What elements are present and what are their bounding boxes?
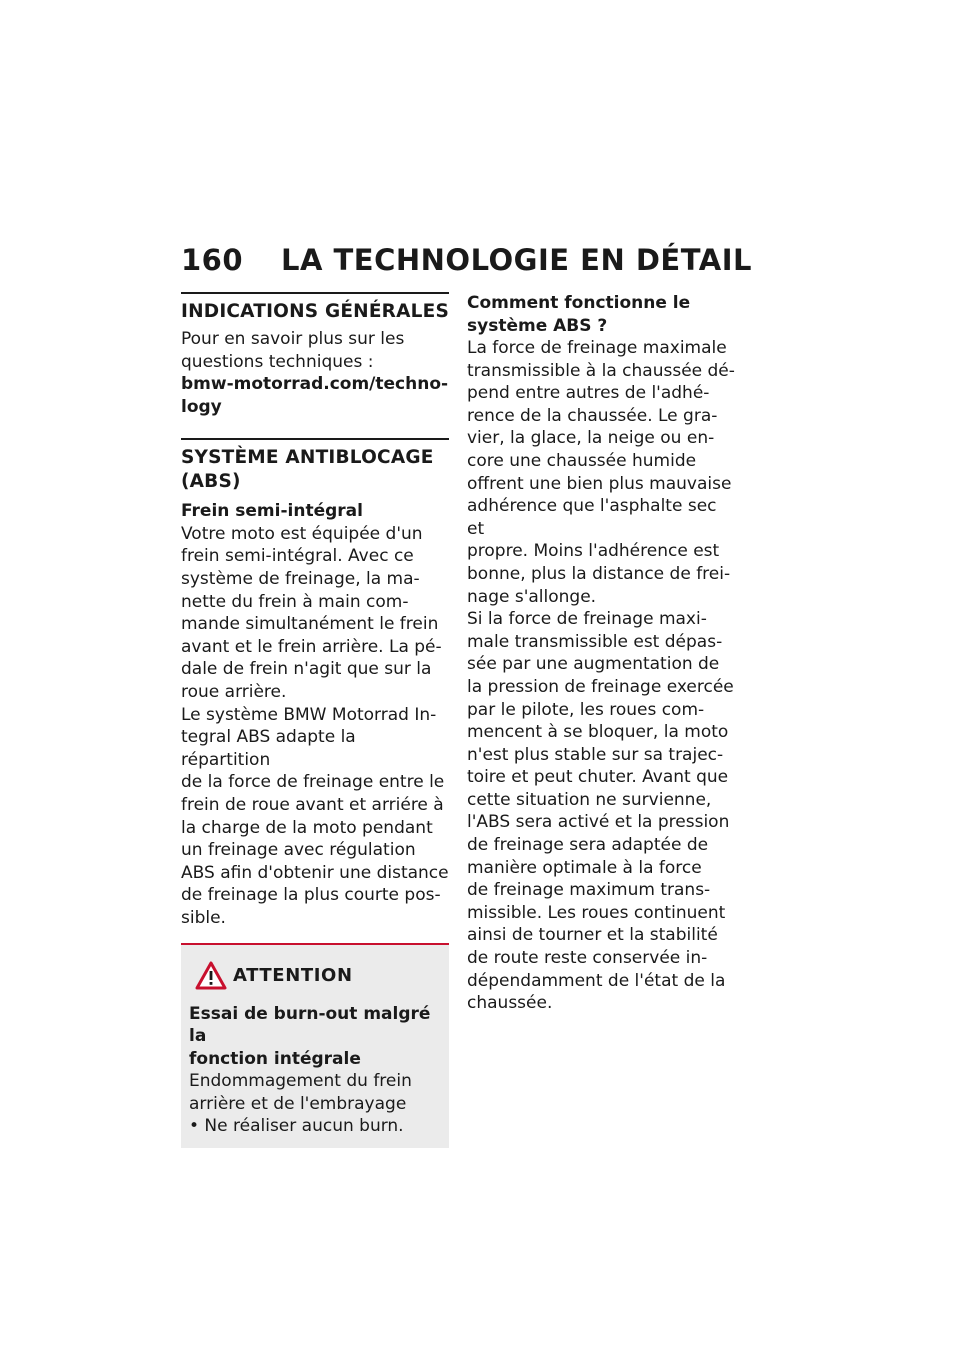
section-title-line: SYSTÈME ANTIBLOCAGE: [181, 447, 434, 469]
body-line: un freinage avec régulation: [181, 840, 416, 861]
body-line: propre. Moins l'adhérence est: [467, 541, 720, 562]
body-line: chaussée.: [467, 993, 553, 1014]
heading-line: système ABS ?: [467, 315, 608, 336]
page-number: 160: [181, 243, 244, 277]
body-line: core une chaussée humide: [467, 450, 697, 471]
body-line: questions techniques :: [181, 351, 374, 372]
warning-title: [189, 1003, 441, 1071]
warning-title-line: fonction intégrale: [189, 1048, 361, 1069]
website-link[interactable]: bmw-motorrad.com/techno-: [181, 374, 449, 395]
body-line: système de freinage, la ma-: [181, 569, 420, 590]
section-title-line: (ABS): [181, 471, 241, 493]
subheading: Frein semi-intégral: [181, 501, 363, 522]
paragraph: [181, 523, 449, 704]
warning-header: [189, 959, 441, 997]
body-line: sible.: [181, 907, 226, 928]
body-line: Votre moto est équipée d'un: [181, 523, 423, 544]
body-line: la charge de la moto pendant: [181, 817, 433, 838]
body-line: de freinage maximum trans-: [467, 880, 711, 901]
body-line: adhérence que l'asphalte sec et: [467, 496, 717, 539]
paragraph: [467, 608, 737, 1015]
body-line: frein de roue avant et arriére à: [181, 795, 444, 815]
body-line: cette situation ne survienne,: [467, 789, 712, 810]
warning-title-line: Essai de burn-out malgré la: [189, 1003, 431, 1047]
body-line: dépendamment de l'état de la: [467, 970, 726, 991]
body-line: roue arrière.: [181, 682, 287, 703]
body-line: Si la force de freinage maxi-: [467, 609, 707, 630]
warning-triangle-icon: [195, 961, 227, 991]
body-line: missible. Les roues continuent: [467, 902, 726, 923]
body-line: tegral ABS adapte la répartition: [181, 727, 356, 770]
website-link[interactable]: logy: [181, 396, 222, 417]
body-line: transmissible à la chaussée dé-: [467, 360, 735, 381]
body-line: de freinage la plus courte pos-: [181, 885, 441, 906]
body-line: rence de la chaussée. Le gra-: [467, 405, 718, 426]
abs-section: [181, 438, 449, 929]
page-title: LA TECHNOLOGIE EN DÉTAIL: [281, 243, 752, 277]
body-line: offrent une bien plus mauvaise: [467, 473, 732, 494]
body-line: par le pilote, les roues com-: [467, 699, 705, 720]
body-line: bonne, plus la distance de frei-: [467, 563, 731, 584]
section-title-abs: [181, 440, 449, 500]
paragraph: [467, 337, 737, 608]
body-line: de route reste conservée in-: [467, 948, 708, 969]
warning-bullet: • Ne réaliser aucun burn.: [189, 1116, 404, 1137]
page-header: [181, 243, 752, 283]
body-line: de la force de freinage entre le: [181, 772, 445, 793]
body-line: avant et le frein arrière. La pé-: [181, 636, 442, 657]
body-line: dale de frein n'agit que sur la: [181, 659, 432, 680]
body-line: nage s'allonge.: [467, 586, 597, 607]
body-line: manière optimale à la force: [467, 857, 702, 878]
body-line: l'ABS sera activé et la pression: [467, 812, 730, 833]
body-line: la pression de freinage exercée: [467, 676, 734, 697]
body-line: La force de freinage maximale: [467, 338, 727, 358]
body-line: de freinage sera adaptée de: [467, 835, 709, 856]
body-line: ainsi de tourner et la stabilité: [467, 925, 718, 946]
heading-line: Comment fonctionne le: [467, 293, 691, 313]
body-line: nette du frein à main com-: [181, 591, 409, 612]
body-line: toire et peut chuter. Avant que: [467, 767, 729, 788]
body-line: Pour en savoir plus sur les: [181, 329, 405, 349]
body-line: male transmissible est dépas-: [467, 631, 723, 652]
warning-label: ATTENTION: [233, 964, 353, 986]
paragraph: [181, 704, 449, 930]
body-line: sée par une augmentation de: [467, 654, 720, 675]
body-line: mande simultanément le frein: [181, 614, 439, 635]
right-column: [467, 292, 737, 1015]
body-line: Le système BMW Motorrad In-: [181, 704, 437, 725]
body-line: n'est plus stable sur sa trajec-: [467, 744, 724, 765]
section-title-general: INDICATIONS GÉNÉRALES: [181, 301, 449, 322]
body-line: pend entre autres de l'adhé-: [467, 383, 710, 404]
abs-question-heading: [467, 292, 737, 337]
left-column: [181, 292, 449, 1148]
warning-line: arrière et de l'embrayage: [189, 1093, 407, 1114]
body-line: ABS afin d'obtenir une distance: [181, 862, 449, 883]
body-line: frein semi-intégral. Avec ce: [181, 546, 414, 567]
warning-line: Endommagement du frein: [189, 1071, 412, 1092]
body-line: vier, la glace, la neige ou en-: [467, 428, 715, 449]
warning-box: [181, 943, 449, 1148]
general-info-section: [181, 292, 449, 418]
body-line: mencent à se bloquer, la moto: [467, 722, 729, 743]
